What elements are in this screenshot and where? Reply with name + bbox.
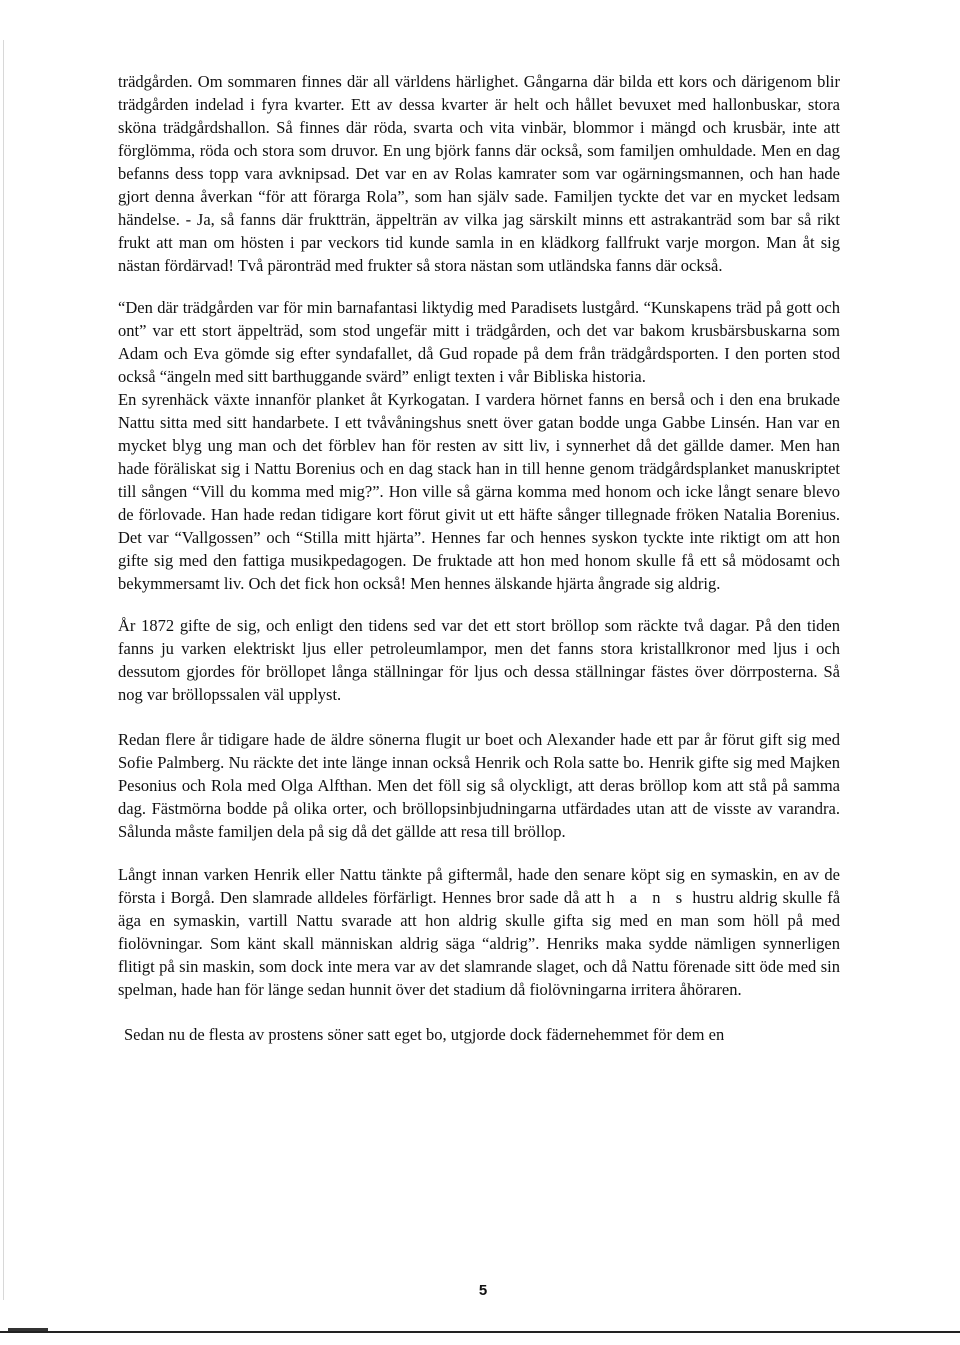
- scan-edge-line: [3, 40, 4, 1300]
- paragraph-6: [118, 863, 840, 1001]
- paragraph-2: “Den där trädgården var för min barnafantasi liktydig med Paradisets lustgård. “Kunskapens träd på gott och ont” var ett stort äppelträd, som stod ungefär mitt i trädgården, och det var bakom krusbärsbuskarna som Adam och Eva gömde sig efter syndafallet, då Gud ropade på dem från trädgårdsporten. I den porten stod också “ängeln med sitt barthuggande svärd” enligt texten i vår Bibliska historia.: [118, 298, 840, 386]
- paragraph-6-start: Långt innan varken Henrik eller Nattu tänkte på giftermål, hade den senare köpt sig en symaskin, en av de första i Borgå. Den slamrade alldeles förfärligt. Hennes bror sade då att: [118, 865, 840, 907]
- paragraph-1: trädgården. Om sommaren finnes där all världens härlighet. Gångarna där bilda ett kors och därigenom blir trädgården indelad i fyra kvarter. Ett av dessa kvarter är helt och hållet bevuxet med hallonbuskar, stora sköna trädgårdshallon. Så finnes där röda, svarta och vita vinbär, blommor i mängd och krusbär, inte att förglömma, röda och stora som druvor. En ung björk fanns där också, som familjen omhuldade. Men en dag befanns dess topp vara avknipsad. Det var en av Rolas kamrater som var ogärningsmannen, och han hade gjort denna åverkan “för att förarga Rola”, som han själv sade. Familjen tyckte det var en mycket ledsam händelse. - Ja, så fanns där fruktträn, äppelträn av vilka jag särskilt minns ett astrakanträd som bar så rikt frukt att man om hösten i par veckors tid kunde samla in en klädkorg fallfrukt varje morgon. Man åt sig nästan fördärvad! Två päronträd med frukter så stora nästan som utländska fanns där också.: [118, 72, 840, 275]
- body-text: [118, 70, 840, 1046]
- page-number: 5: [478, 1282, 488, 1299]
- spaced-word-hans: h a n s: [606, 888, 688, 907]
- paragraph-7: Sedan nu de flesta av prostens söner satt eget bo, utgjorde dock fädernehemmet för dem en: [124, 1025, 725, 1044]
- paragraph-3: En syrenhäck växte innanför planket åt Kyrkogatan. I vardera hörnet fanns en berså och i den ena brukade Nattu sitta med sitt handarbete. I ett tvåvåningshus snett över gatan bodde unga Gabbe Linsén. Han var en mycket blyg ung man och det förblev han för resten av sitt liv, i synnerhet då det gällde damer. Men han hade föräliskat sig i Nattu Borenius och en dag stack han in till henne genom trädgårdsplanket manuskriptet till sången “Vill du komma med mig?”. Hon ville så gärna komma med honom och icke långt senare blevo de förlovade. Han hade redan tidigare kort förut givit ut ett häfte sånger tillegnade fröken Natalia Borenius. Det var “Vallgossen” och “Stilla mitt hjärta”. Hennes far och hennes syskon tyckte inte riktigt om att hon gifte sig med den fattiga musikpedagogen. De fruktade att hon med honom skulle få ett så mödosamt och bekymmersamt liv. Och det fick hon också! Men hennes älskande hjärta ångrade sig aldrig.: [118, 390, 840, 593]
- paragraph-5: Redan flere år tidigare hade de äldre sönerna flugit ur boet och Alexander hade ett par år förut gift sig med Sofie Palmberg. Nu räckte det inte länge innan också Henrik och Rola satte bo. Henrik gifte sig med Majken Pesonius och Rola med Olga Alfthan. Men det föll sig så olyckligt, att deras bröllop kom att stå på samma dag. Fästmörna bodde på olika orter, och bröllopsinbjudningarna utfärdades utan att de visste av varandra. Sålunda måste familjen dela på sig då det gällde att resa till bröllop.: [118, 730, 840, 841]
- paragraph-6-end: hustru aldrig skulle få äga en symaskin, vartill Nattu svarade att hon aldrig skulle gifta sig med en man som höll på med fiolövningar. Som känt skall människan aldrig säga “aldrig”. Henriks maka sydde nämligen synnerligen flitigt på sin maskin, som dock inte mera var av det slamrande slaget, och då Nattu förenade sitt öde med sin spelman, hade han för länge sedan hunnit över det stadium då fiolövningarna irritera åhöraren.: [118, 888, 841, 999]
- paragraph-4: År 1872 gifte de sig, och enligt den tidens sed var det ett stort bröllop som räckte två dagar. På den tiden fanns ju varken elektriskt ljus eller petroleumlampor, men det fanns stora kristallkronor med ljus i och dessutom gjordes för bröllopet långa ställningar för ljus och dessa ställningar fästes över dörrposterna. Så nog var bröllopssalen väl upplyst.: [118, 616, 840, 704]
- bottom-rule: [0, 1331, 960, 1333]
